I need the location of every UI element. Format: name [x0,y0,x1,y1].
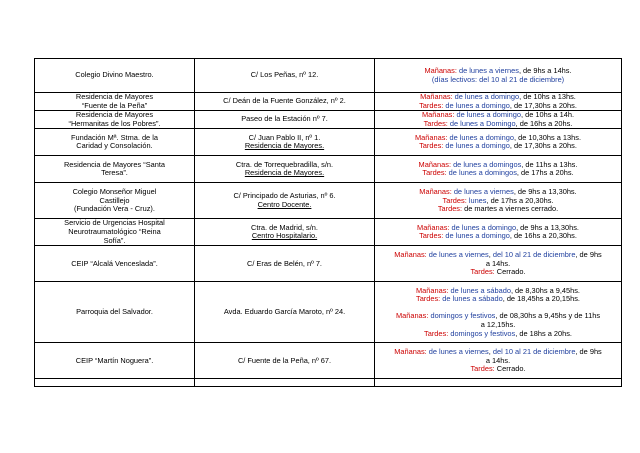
center-name-line: “Hermanitas de los Pobres”. [68,118,161,128]
center-name-cell [35,93,195,111]
table-row [35,246,622,282]
hours-text: , de 18hs a 20hs. [515,328,572,338]
period-label: Mañanas: [424,65,457,75]
schedule-cell [375,183,622,219]
hours-text: , de 18,45hs a 20,15hs. [502,294,580,304]
days-text: de lunes a domingo [449,222,517,232]
address-line: Avda. Eduardo García Maroto, nº 24. [223,307,346,317]
days-text: de lunes a viernes [451,186,514,196]
schedule-line [377,268,619,277]
period-label: Mañanas: [418,159,452,169]
period-label: Tardes: [419,100,444,110]
days-text: de lunes a viernes [456,65,519,75]
days-text: de lunes a domingos [451,159,522,169]
table-row [35,111,622,129]
address-line: Paseo de la Estación nº 7. [241,114,328,124]
period-label: Mañanas: [416,285,449,295]
hours-text: , de 9hs a 14hs. [518,65,572,75]
center-name-cell [35,246,195,282]
table-row [35,282,622,343]
address-line: C/ Juan Pablo II, nº 1. [248,132,321,142]
hours-text: de martes a viernes cerrado. [462,204,559,214]
schedule-line [377,365,619,374]
period-label: Mañanas: [419,186,452,196]
hours-text: a 14hs. [485,258,511,268]
facility-type-label: Centro Docente. [257,199,312,209]
center-name-line: Residencia de Mayores [75,92,154,101]
schedule-cell [375,246,622,282]
center-name-line: Castillejo [99,195,130,205]
address-cell [195,93,375,111]
center-name-line: Fundación Mª. Stma. de la [71,132,158,142]
hours-text: , de 9hs a 13,30hs. [513,186,577,196]
center-name-line: “Fuente de la Peña” [81,100,148,110]
facility-type-label: Residencia de Mayores. [244,141,325,151]
center-name-line: CEIP “Martín Noguera”. [75,355,154,365]
days-text: de lunes a domingo [443,100,510,110]
hours-text: , de 10hs a 14h. [521,110,575,120]
period-label: Mañanas: [417,222,450,232]
hours-text: Cerrado. [494,364,526,374]
days-text: de lunes a domingo [443,231,510,241]
schedule-table [34,58,622,387]
center-name-cell [35,219,195,246]
center-name-cell [35,59,195,93]
hours-text: , de 9hs [575,249,602,259]
table-row [35,93,622,111]
schedule-cell [375,129,622,156]
address-line: C/ Los Peñas, nº 12. [250,70,319,80]
hours-text: , de 9hs [575,346,602,356]
hours-text: , de 08,30hs a 9,45hs y de 11hs [495,311,601,321]
center-name-line: Residencia de Mayores “Santa [63,159,166,169]
hours-text: , de 11hs a 13hs. [521,159,578,169]
hours-text: , de 9hs a 13,30hs. [516,222,579,232]
address-line: C/ Deán de la Fuente González, nº 2. [223,96,346,106]
period-label: Mañanas: [414,132,448,142]
schedule-line [377,102,619,111]
center-name-cell [35,156,195,183]
address-cell [195,246,375,282]
period-label: Tardes: [437,204,463,214]
period-label: Mañanas: [395,311,429,321]
address-cell [195,343,375,379]
address-line: C/ Eras de Belén, nº 7. [246,258,322,268]
days-text: de lunes a Domingo [447,118,516,128]
facility-type-label: Residencia de Mayores. [244,168,325,178]
hours-text: , de 17hs a 20hs. [516,168,574,178]
hours-text: a 12,15hs. [480,319,516,329]
schedule-cell [375,219,622,246]
period-label: Tardes: [416,294,441,304]
center-name-cell [35,129,195,156]
hours-text: a 14hs. [485,355,511,365]
address-cell [195,219,375,246]
days-text: del 10 al 21 de diciembre [492,249,576,259]
days-text: lunes [466,195,487,205]
days-text: de lunes a domingo [454,110,522,120]
address-line: C/ Principado de Asturias, nº 6. [233,191,336,201]
hours-text: Cerrado. [494,267,526,277]
center-name-line: Colegio Monseñor Miguel [72,186,157,196]
empty-cell [195,379,375,387]
hours-text: , de 17hs a 20,30hs. [486,195,554,205]
period-label: Tardes: [470,267,495,277]
center-name-line: CEIP “Alcalá Venceslada”. [71,258,158,268]
empty-cell [35,379,195,387]
center-name-line: (Fundación Vera - Cruz). [74,204,155,214]
schedule-cell [375,343,622,379]
days-text: domingos y festivos [428,311,496,321]
address-cell [195,129,375,156]
address-cell [195,282,375,343]
days-text: (días lectivos: del 10 al 21 de diciembre) [431,74,565,84]
center-name-line: Neurotraumatológico “Reina [68,227,161,237]
schedule-cell [375,93,622,111]
table-row [35,59,622,93]
days-text: de lunes a domingo [452,92,520,101]
table-row [35,129,622,156]
center-name-cell [35,343,195,379]
hours-text: , [488,346,493,356]
empty-row [35,379,622,387]
address-line: Ctra. de Torrequebradilla, s/n. [235,159,334,169]
table-row [35,183,622,219]
address-cell [195,183,375,219]
period-label: Mañanas: [394,346,427,356]
schedule-line [377,330,619,339]
address-cell [195,59,375,93]
hours-text: , de 8,30hs a 9,45hs. [510,285,580,295]
days-text: de lunes a domingo [443,141,510,151]
hours-text: , de 10hs a 13hs. [519,92,576,101]
period-label: Mañanas: [394,249,427,259]
center-name-cell [35,183,195,219]
center-name-line: Caridad y Consolación. [76,141,153,151]
period-label: Tardes: [419,231,444,241]
table-row [35,219,622,246]
days-text: de lunes a sábado [440,294,503,304]
hours-text: , [488,249,493,259]
days-text: de lunes a viernes [426,249,489,259]
schedule-cell [375,282,622,343]
schedule-line [377,205,619,214]
period-label: Tardes: [422,168,447,178]
period-label: Tardes: [423,118,448,128]
address-line: C/ Fuente de la Peña, nº 67. [237,355,332,365]
center-name-line: Servicio de Urgencias Hospital [64,218,165,228]
center-name-cell [35,282,195,343]
days-text: de lunes a domingo [447,132,515,142]
center-name-line: Sofía”. [103,235,126,245]
period-label: Tardes: [419,141,444,151]
days-text: de lunes a sábado [448,285,511,295]
schedule-line [377,232,619,241]
period-label: Mañanas: [420,92,453,101]
schedule-cell [375,111,622,129]
center-name-line: Residencia de Mayores [75,110,154,120]
schedule-table-body [35,59,622,387]
period-label: Tardes: [470,364,495,374]
days-text: de lunes a viernes [426,346,489,356]
hours-text: , de 16hs a 20hs. [515,118,573,128]
center-name-line: Parroquia del Salvador. [76,307,153,317]
days-text: domingos y festivos [448,328,516,338]
empty-cell [375,379,622,387]
center-name-line: Teresa”. [101,168,128,178]
days-text: del 10 al 21 de diciembre [492,346,576,356]
table-row [35,156,622,183]
schedule-line [377,169,619,178]
schedule-line [377,120,619,129]
center-name-cell [35,111,195,129]
center-name-line: Colegio Divino Maestro. [75,70,154,80]
schedule-line [377,142,619,151]
facility-type-label: Centro Hospitalario. [251,231,318,241]
address-cell [195,156,375,183]
schedule-line [377,76,619,85]
schedule-cell [375,59,622,93]
period-label: Tardes: [424,328,449,338]
hours-text: , de 17,30hs a 20hs. [509,141,577,151]
period-label: Mañanas: [421,110,455,120]
period-label: Tardes: [442,195,467,205]
hours-text: , de 10,30hs a 13hs. [514,132,582,142]
table-row [35,343,622,379]
days-text: de lunes a domingos [446,168,517,178]
address-cell [195,111,375,129]
schedule-cell [375,156,622,183]
hours-text: , de 16hs a 20,30hs. [509,231,577,241]
address-line: Ctra. de Madrid, s/n. [251,222,318,232]
hours-text: , de 17,30hs a 20hs. [509,100,577,110]
